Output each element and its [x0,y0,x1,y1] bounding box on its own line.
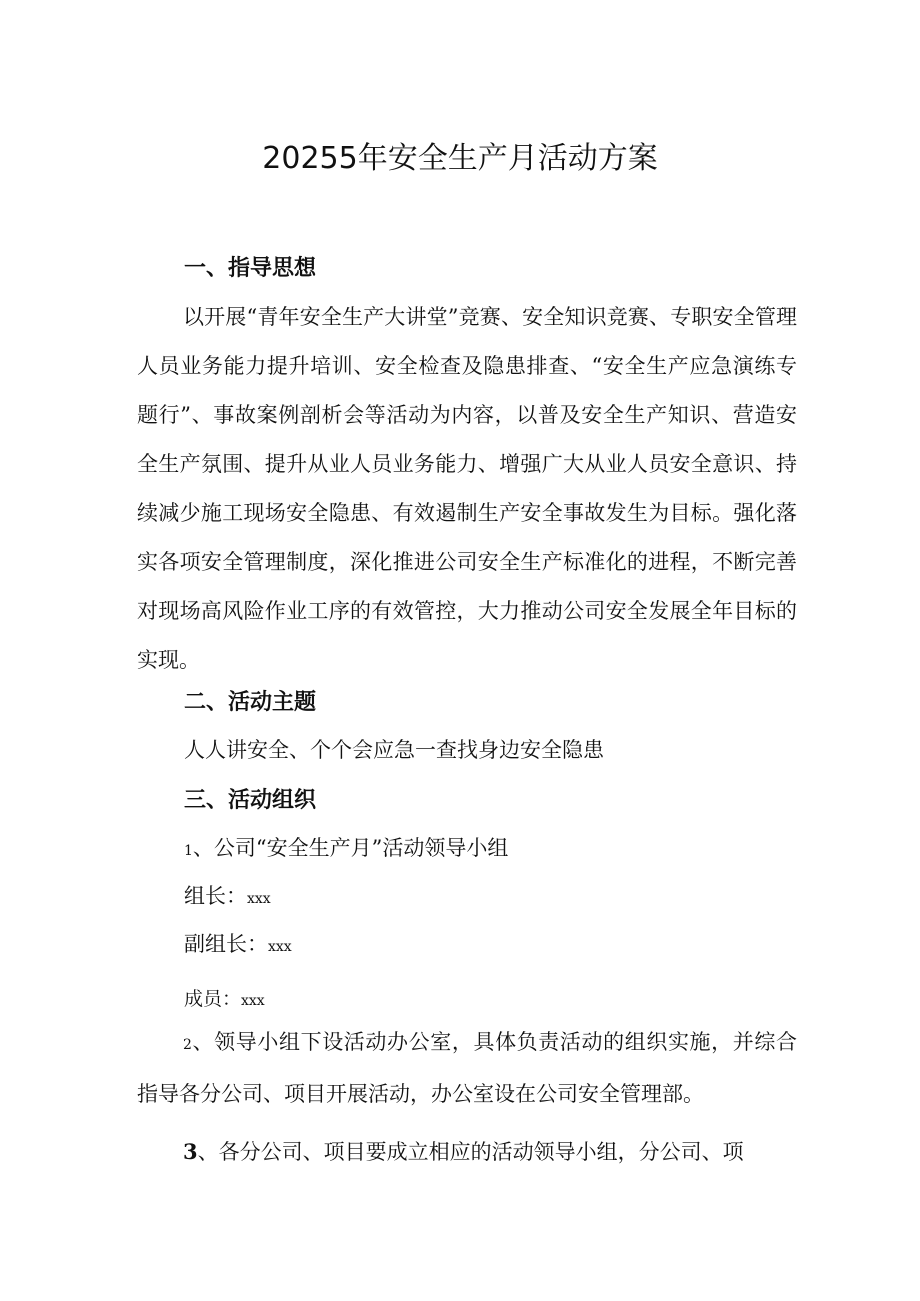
org-item-2-text: 、领导小组下设活动办公室，具体负责活动的组织实施，并综合指导各分公司、项目开展活动，办公室设在公司安全管理部。 [137,1030,797,1106]
org-item-3-text: 、各分公司、项目要成立相应的活动领导小组，分公司、项 [197,1140,744,1164]
org-item-1-text: 、公司“安全生产月”活动领导小组 [192,836,509,860]
leader-label: 组长： [184,884,247,908]
org-item-1-number: 1 [184,843,193,859]
leader-line [184,881,271,914]
org-item-1 [184,833,508,866]
section-heading-guiding-ideology: 一、指导思想 [184,256,317,281]
deputy-leader-label: 副组长： [184,932,268,956]
activity-theme-text: 人人讲安全、个个会应急一查找身边安全隐患 [184,738,604,762]
deputy-leader-line [184,929,292,962]
members-label: 成员： [184,988,242,1010]
members-line [184,983,265,1016]
org-item-2-number: 2 [183,1037,192,1053]
org-item-2 [137,1018,797,1119]
section-heading-activity-organization: 三、活动组织 [184,788,317,813]
members-value: xxx [241,993,265,1009]
section-paragraph-guiding-ideology: 以开展“青年安全生产大讲堂”竞赛、安全知识竞赛、专职安全管理人员业务能力提升培训、安全检查及隐患排查、“安全生产应急演练专题行”、事故案例剖析会等活动为内容，以普及安全生产知识、营造安全生产氛围、提升从业人员业务能力、增强广大从业人员安全意识、持续减少施工现场安全隐患、有效遏制生产安全事故发生为目标。强化落实各项安全管理制度，深化推进公司安全生产标准化的进程，不断完善对现场高风险作业工序的有效管控，大力推动公司安全发展全年目标的实现。 [137,305,797,672]
page-title: 20255年安全生产月活动方案 [262,141,658,176]
org-item-3-number: 3 [183,1139,198,1164]
section-heading-activity-theme: 二、活动主题 [184,690,317,715]
leader-value: xxx [247,891,271,907]
deputy-leader-value: xxx [268,939,292,955]
org-item-3 [137,1127,797,1177]
